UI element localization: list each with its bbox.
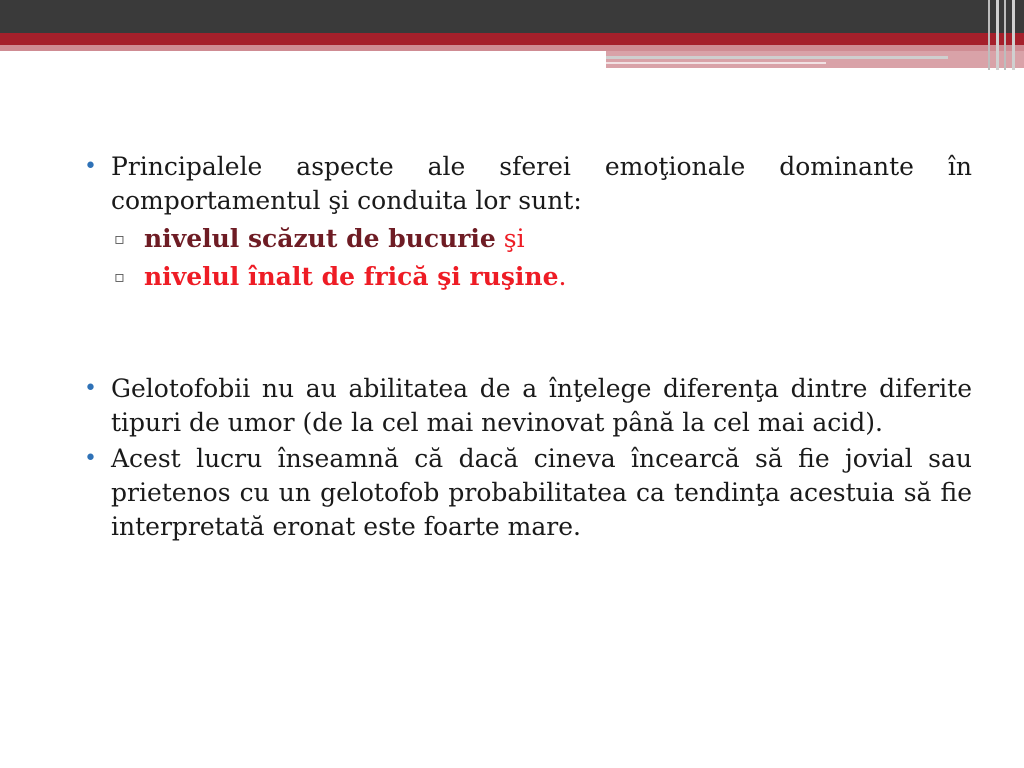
sub-bullet-marker: ▫ (114, 267, 125, 286)
header-dark-band (0, 0, 1024, 33)
bullet-marker: • (84, 376, 97, 401)
bullet-item (84, 442, 972, 544)
bullet-item (84, 150, 972, 218)
spacer (84, 294, 972, 372)
header-pink-accent (606, 51, 1024, 68)
sub-bullet-tail: şi (503, 224, 525, 253)
bullet-item (84, 372, 972, 440)
bullet-marker: • (84, 154, 97, 179)
slide-body (84, 150, 972, 544)
bullet-marker: • (84, 446, 97, 471)
header-gray-line (606, 56, 948, 59)
header-vertical-line (988, 0, 990, 70)
sub-bullet-marker: ▫ (114, 229, 125, 248)
sub-bullet-emphasis: nivelul înalt de frică şi ruşine (144, 262, 559, 291)
header-vertical-line (1004, 0, 1006, 70)
header-light-line (606, 62, 826, 64)
bullet-text: Acest lucru înseamnă că dacă cineva încearcă să fie jovial sau prietenos cu un gelotofob probabilitatea ca tendinţa acestuia să fie interpretată eronat este foarte mare. (111, 444, 972, 541)
bullet-text: Principalele aspecte ale sferei emoţionale dominante în comportamentul şi conduita lor sunt: (111, 152, 972, 215)
sub-bullet-tail: . (558, 262, 567, 291)
header-vertical-line (1012, 0, 1015, 70)
sub-bullet-emphasis: nivelul scăzut de bucurie (144, 224, 496, 253)
sub-bullet-item (84, 222, 972, 256)
header-vertical-line (996, 0, 999, 70)
bullet-text: Gelotofobii nu au abilitatea de a înţelege diferenţa dintre diferite tipuri de umor (de la cel mai nevinovat până la cel mai acid). (111, 374, 972, 437)
sub-bullet-item (84, 260, 972, 294)
header-red-band (0, 33, 1024, 45)
